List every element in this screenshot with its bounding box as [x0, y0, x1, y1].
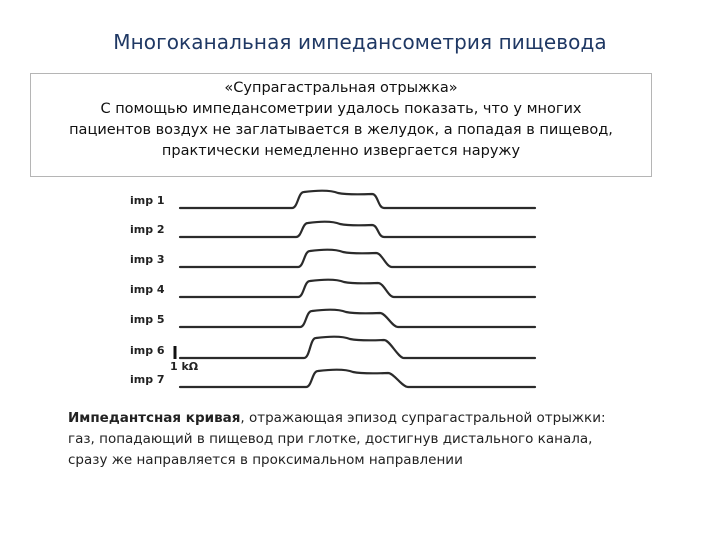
intro-line-1: С помощью импедансометрии удалось показать, что у многих: [100, 101, 582, 117]
channel-label: imp 2: [130, 223, 165, 236]
caption-line-2: газ, попадающий в пищевод при глотке, достигнув дистального канала,: [68, 431, 593, 447]
caption-line-1-rest: , отражающая эпизод супрагастральной отрыжки:: [240, 410, 606, 426]
impedance-trace: [180, 191, 535, 208]
slide-title: Многоканальная импедансометрия пищевода: [113, 30, 607, 54]
figure-caption: [68, 408, 668, 471]
channel-label: imp 7: [130, 373, 165, 386]
impedance-trace: [180, 222, 535, 237]
impedance-trace: [180, 370, 535, 387]
channel-label: imp 5: [130, 313, 165, 326]
caption-line-3: сразу же направляется в проксимальном направлении: [68, 452, 463, 468]
caption-line-1: [68, 408, 668, 429]
channel-label: imp 3: [130, 253, 165, 266]
impedance-trace: [180, 337, 535, 358]
channel-label: imp 1: [130, 194, 165, 207]
channel-label: imp 4: [130, 283, 165, 296]
intro-heading: «Супрагастральная отрыжка»: [224, 80, 458, 96]
impedance-trace: [180, 280, 535, 297]
impedance-traces: [130, 191, 535, 387]
intro-line-2: пациентов воздух не заглатывается в желудок, а попадая в пищевод,: [69, 122, 613, 138]
impedance-trace: [180, 310, 535, 327]
caption-bold-lead: Импедантсная кривая: [68, 410, 241, 426]
channel-label: imp 6: [130, 344, 165, 357]
scale-label: 1 kΩ: [170, 360, 199, 373]
impedance-trace: [180, 250, 535, 267]
intro-line-3: практически немедленно извергается наружу: [161, 143, 521, 159]
